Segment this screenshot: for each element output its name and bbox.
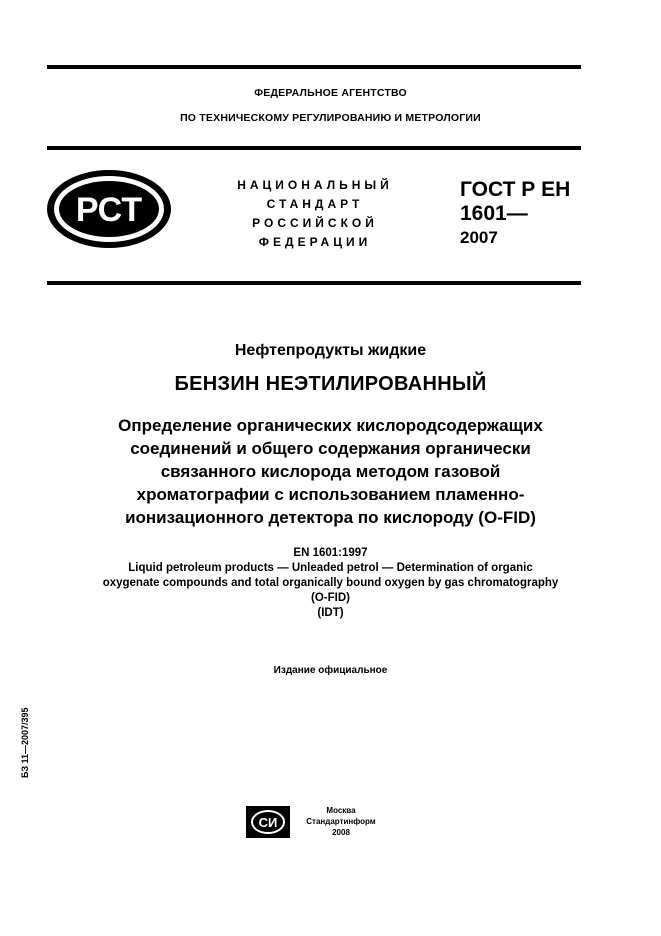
standard-code <box>460 178 570 250</box>
national-standard-line: РОССИЙСКОЙ <box>252 216 378 230</box>
idt-label: (IDT) <box>317 607 344 619</box>
en-reference: EN 1601:1997 <box>293 547 368 559</box>
publisher-info <box>296 805 386 838</box>
standard-code-line-2: 1601— <box>460 202 528 225</box>
lower-rule <box>47 281 581 285</box>
description-line: ионизационного детектора по кислороду (O-FID) <box>125 508 536 527</box>
national-standard-line: СТАНДАРТ <box>266 197 364 211</box>
edition-label: Издание официальное <box>273 665 388 676</box>
en-title-line: oxygenate compounds and total organically bound oxygen by gas chromatography <box>102 577 559 589</box>
standard-year: 2007 <box>460 228 498 247</box>
national-standard-label <box>200 176 430 252</box>
description-line: Определение органических кислородсодержащих <box>118 416 543 435</box>
en-reference-block <box>0 546 661 621</box>
agency-line-1: ФЕДЕРАЛЬНОЕ АГЕНТСТВО <box>254 87 407 99</box>
en-title-line: Liquid petroleum products — Unleaded petrol — Determination of organic <box>128 562 533 574</box>
description-line: хроматографии с использованием пламенно- <box>136 485 525 504</box>
standard-code-line-1: ГОСТ Р ЕН <box>460 178 571 201</box>
publisher-year: 2008 <box>332 828 350 837</box>
publisher-logo-icon <box>246 806 290 838</box>
description-line: связанного кислорода методом газовой <box>160 462 501 481</box>
top-rule <box>47 65 581 69</box>
national-standard-line: НАЦИОНАЛЬНЫЙ <box>237 178 393 192</box>
agency-line-2: ПО ТЕХНИЧЕСКОМУ РЕГУЛИРОВАНИЮ И МЕТРОЛОГИИ <box>180 112 481 124</box>
rst-logo-icon <box>44 168 174 250</box>
national-standard-line: ФЕДЕРАЦИИ <box>258 235 372 249</box>
document-description <box>0 414 661 529</box>
publisher-name: Стандартинформ <box>306 817 376 826</box>
document-title: БЕНЗИН НЕЭТИЛИРОВАННЫЙ <box>174 373 487 395</box>
document-subtitle: Нефтепродукты жидкие <box>234 342 427 359</box>
upper-rule <box>47 146 581 150</box>
side-note: БЗ 11—2007/395 <box>20 707 30 778</box>
publisher-logo-text: СИ <box>258 815 278 830</box>
en-title-line: (O-FID) <box>311 592 350 604</box>
rst-logo-text: РСТ <box>75 191 143 229</box>
publisher-city: Москва <box>326 806 356 815</box>
description-line: соединений и общего содержания органически <box>130 439 531 458</box>
